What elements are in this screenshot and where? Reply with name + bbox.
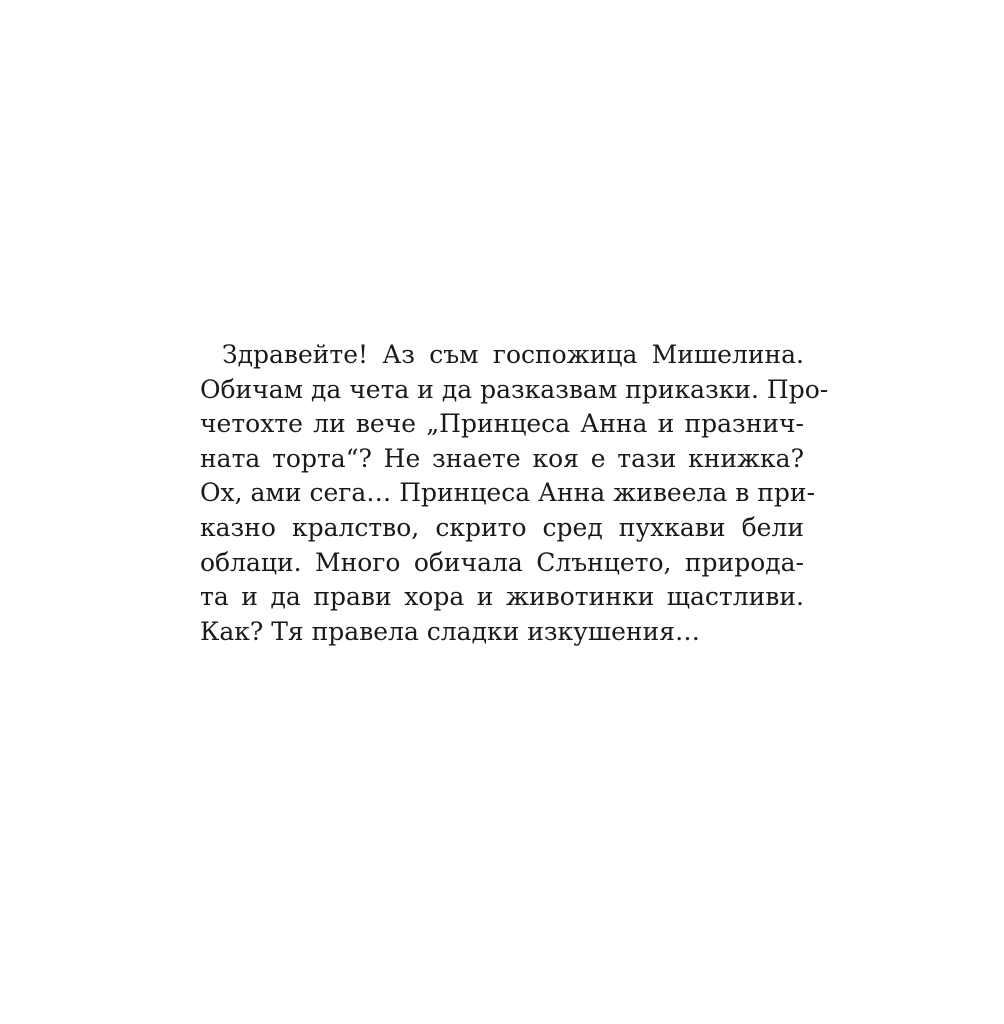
paragraph-line: ната торта“? Не знаете коя е тази книжка? [200, 443, 804, 473]
paragraph-line: Обичам да чета и да разказвам приказки. Про- [200, 374, 829, 404]
paragraph-line: Ох, ами сега… Принцеса Анна живеела в при- [200, 478, 816, 508]
paragraph-line: казно кралство, скрито сред пухкави бели [200, 512, 804, 542]
story-paragraph [200, 338, 829, 649]
paragraph-line: Здравейте! Аз съм госпожица Мишелина. [222, 340, 804, 369]
paragraph-line: та и да прави хора и животинки щастливи. [200, 582, 804, 612]
paragraph-line: четохте ли вече „Принцеса Анна и празнич- [200, 409, 804, 439]
paragraph-line: Как? Тя правела сладки изкушения… [200, 616, 700, 646]
paragraph-line: облаци. Много обичала Слънцето, природа- [200, 547, 804, 577]
